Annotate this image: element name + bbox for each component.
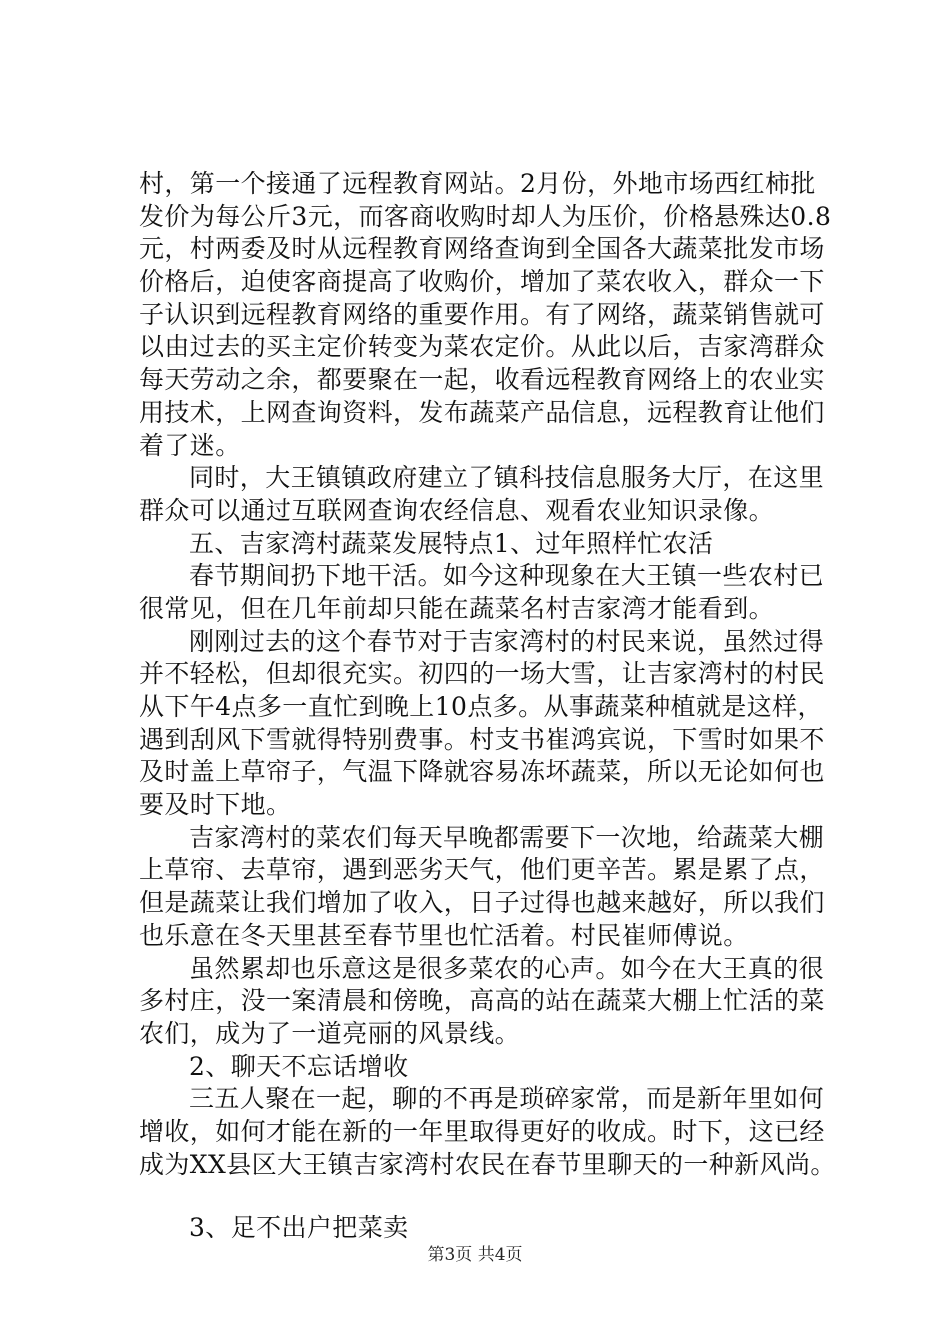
text-line: 群众可以通过互联网查询农经信息、观看农业知识录像。 (139, 495, 775, 525)
text-line: 春节期间扔下地干活。如今这种现象在大王镇一些农村已 (189, 561, 825, 591)
text-line: 增收，如何才能在新的一年里取得更好的收成。时下，这已经 (139, 1116, 825, 1146)
text-line: 刚刚过去的这个春节对于吉家湾村的村民来说，虽然过得 (189, 626, 825, 656)
text-line: 遇到刮风下雪就得特别费事。村支书崔鸿宾说，下雪时如果不 (139, 724, 825, 754)
text-line: 2、聊天不忘话增收 (189, 1051, 409, 1081)
text-line: 及时盖上草帘子，气温下降就容易冻坏蔬菜，所以无论如何也 (139, 757, 825, 787)
text-line: 元，村两委及时从远程教育网络查询到全国各大蔬菜批发市场 (139, 234, 825, 264)
text-line: 三五人聚在一起，聊的不再是琐碎家常，而是新年里如何 (189, 1084, 825, 1114)
text-line: 价格后，迫使客商提高了收购价，增加了菜农收入，群众一下 (139, 267, 825, 297)
document-body (139, 168, 836, 1245)
text-line: 吉家湾村的菜农们每天早晚都需要下一次地，给蔬菜大棚 (189, 822, 825, 852)
text-line: 子认识到远程教育网络的重要作用。有了网络，蔬菜销售就可 (139, 299, 825, 329)
text-line: 虽然累却也乐意这是很多菜农的心声。如今在大王真的很 (189, 953, 825, 983)
text-line: 很常见，但在几年前却只能在蔬菜名村吉家湾才能看到。 (139, 593, 775, 623)
text-line: 五、吉家湾村蔬菜发展特点1、过年照样忙农活 (189, 528, 714, 558)
text-line: 并不轻松，但却很充实。初四的一场大雪，让吉家湾村的村民 (139, 659, 825, 689)
text-line: 但是蔬菜让我们增加了收入，日子过得也越来越好，所以我们 (139, 888, 825, 918)
text-line: 上草帘、去草帘，遇到恶劣天气，他们更辛苦。累是累了点， (139, 855, 825, 885)
text-line: 成为XX县区大王镇吉家湾村农民在春节里聊天的一种新风尚。 (139, 1149, 836, 1179)
text-line: 以由过去的买主定价转变为菜农定价。从此以后，吉家湾群众 (139, 332, 825, 362)
text-line: 每天劳动之余，都要聚在一起，收看远程教育网络上的农业实 (139, 365, 825, 395)
text-line: 村，第一个接通了远程教育网站。2月份，外地市场西红柿批 (139, 169, 816, 198)
text-line: 同时，大王镇镇政府建立了镇科技信息服务大厅，在这里 (189, 463, 825, 493)
text-line: 用技术，上网查询资料，发布蔬菜产品信息，远程教育让他们 (139, 397, 825, 427)
page-footer: 第3页 共4页 (427, 1245, 523, 1265)
text-line: 农们，成为了一道亮丽的风景线。 (139, 1018, 521, 1048)
text-line: 发价为每公斤3元，而客商收购时却人为压价，价格悬殊达0.8 (139, 201, 832, 231)
text-line: 多村庄，没一案清晨和傍晚，高高的站在蔬菜大棚上忙活的菜 (139, 986, 825, 1016)
text-line: 要及时下地。 (139, 790, 292, 820)
text-line: 3、足不出户把菜卖 (189, 1213, 409, 1243)
text-line: 从下午4点多一直忙到晚上10点多。从事蔬菜种植就是这样， (139, 692, 823, 721)
text-line: 着了迷。 (139, 430, 241, 460)
text-line: 也乐意在冬天里甚至春节里也忙活着。村民崔师傅说。 (139, 920, 749, 950)
